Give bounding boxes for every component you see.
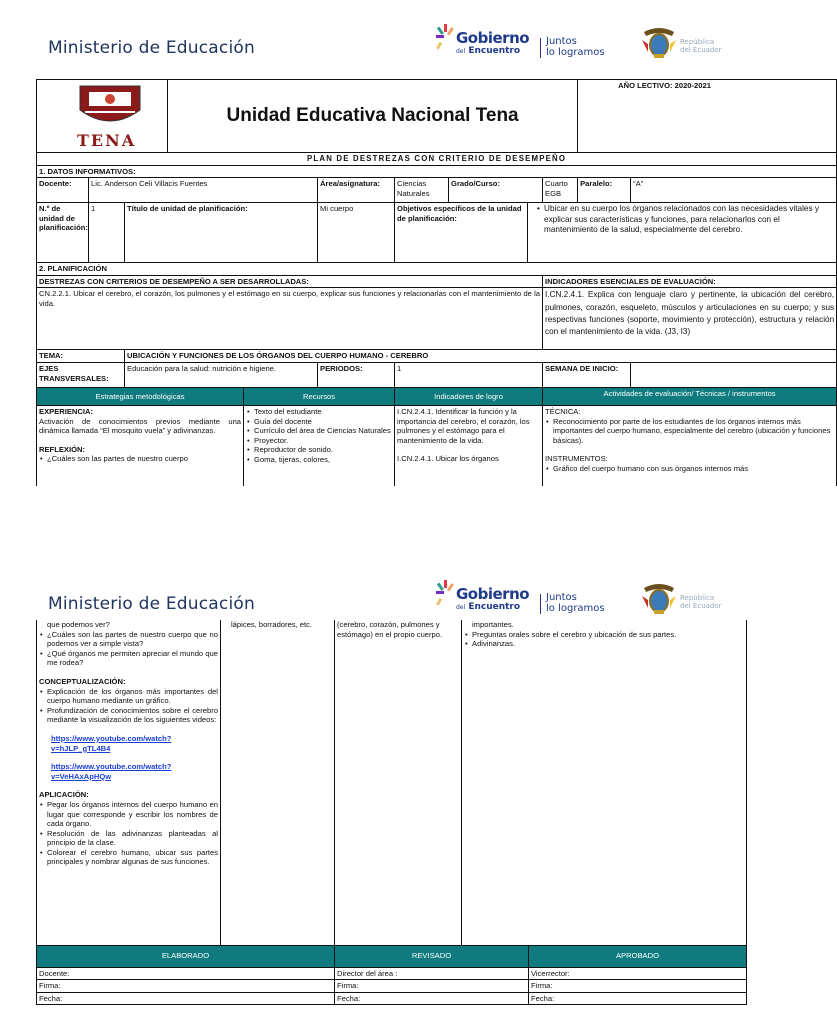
paralelo-value: “A” (631, 178, 837, 203)
conceptualizacion-label: CONCEPTUALIZACIÓN: (39, 676, 126, 686)
indicador-continued: (cerebro, corazón, pulmones y estómago) en el propio cuerpo. (337, 620, 443, 639)
recurso-item: • Reproductor de sonido. (246, 445, 392, 455)
area-value: Ciencias Naturales (395, 178, 449, 203)
docente-value: Lic. Anderson Celi Villacis Fuentes (89, 178, 318, 203)
plan-table (36, 79, 837, 486)
page-header-2 (0, 556, 768, 624)
actividades-cell-2 (462, 620, 747, 945)
plan-title: PLAN DE DESTREZAS CON CRITERIO DE DESEMPEÑO (37, 153, 837, 166)
page-header (0, 0, 768, 68)
recurso-item: • Currículo del área de Ciencias Naturales (246, 426, 392, 436)
datos-section: 1. DATOS INFORMATIVOS: (37, 165, 837, 178)
paralelo-label: Paralelo: (578, 178, 631, 203)
col-estrategias: Estrategias metodológicas (37, 387, 244, 405)
ecuador-shield-icon (640, 582, 678, 616)
page-gap (0, 524, 768, 556)
ministry-title: Ministerio de Educación (48, 594, 255, 614)
destrezas-label: DESTREZAS CON CRITERIOS DE DESEMPEÑO A SER DESARROLLADAS: (37, 275, 543, 288)
ejes-label: EJES TRANSVERSALES: (37, 362, 125, 387)
revisado-fecha: Fecha: (335, 992, 529, 1005)
gobierno-rays-icon (436, 580, 456, 610)
experiencia-label: EXPERIENCIA: (39, 406, 94, 416)
titulo-label: Título de unidad de planificación: (125, 203, 318, 263)
col-indicadores: Indicadores de logro (395, 387, 543, 405)
gobierno-word: Gobierno (456, 585, 530, 603)
gobierno-logo (436, 580, 546, 616)
gobierno-rays-icon (436, 24, 456, 54)
indicador-text: I.CN.2.4.1. Explica con lenguaje claro y pertinente, la ubicación del cerebro, pulmones, corazón, esqueleto, músculos y articulaciones en su cuerpo; y sus respectivas funciones (soporte, movimiento y protección), estructura y relación con el mantenimiento de la vida. (J3, I3) (543, 288, 837, 350)
gobierno-encuentro: del Encuentro (456, 602, 521, 612)
aplicacion-item: • Colorear el cerebro humano, ubicar sus partes principales y nombrar algunas de sus funciones. (39, 848, 218, 867)
page-2 (0, 556, 768, 1024)
video-link-2[interactable]: https://www.youtube.com/watch? (51, 762, 172, 772)
recurso-item: • Goma, tijeras, colores, (246, 455, 392, 465)
aplicacion-item: • Resolución de las adivinanzas planteadas al principio de la clase. (39, 829, 218, 848)
docente-label: Docente: (37, 178, 89, 203)
concept-item: • Profundización de conocimientos sobre el cerebro mediante la visualización de los siguientes videos: (39, 706, 218, 725)
revisado-director: Director del área : (335, 967, 529, 980)
republica-label: República del Ecuador (680, 38, 722, 54)
destreza-text: CN.2.2.1. Ubicar el cerebro, el corazón, los pulmones y el estómago en su cuerpo, explicar sus funciones y relacionarlas con el mantenimiento de la vida. (37, 288, 543, 350)
republica-label: República del Ecuador (680, 594, 722, 610)
reflexion-continued: que podemos ver? (47, 620, 110, 629)
recurso-item: • Proyector. (246, 436, 392, 446)
plan-table-continued (36, 620, 747, 1005)
objetivos-label: Objetivos específicos de la unidad de planificación: (395, 203, 528, 263)
grado-label: Grado/Curso: (449, 178, 543, 203)
area-label: Área/asignatura: (318, 178, 395, 203)
elaborado-fecha: Fecha: (37, 992, 335, 1005)
ministry-title: Ministerio de Educación (48, 38, 255, 58)
unidad-label: N.º de unidad de planificación: (37, 203, 89, 263)
video-link-1[interactable]: https://www.youtube.com/watch? (51, 733, 172, 743)
instrumentos-label: INSTRUMENTOS: (545, 454, 608, 464)
gobierno-word: Gobierno (456, 29, 530, 47)
aplicacion-label: APLICACIÓN: (39, 790, 89, 800)
juntos-slogan: Juntos lo logramos (546, 36, 605, 58)
actividades-cell-1 (543, 405, 837, 486)
recursos-cell-2 (221, 620, 335, 945)
ejes-value: Educación para la salud: nutrición e higiene. (125, 362, 318, 387)
objetivo-item: • Ubicar en su cuerpo los órganos relacionados con las necesidades vitales y explicar sus características y funciones, para relacionarlos con el mantenimiento de la salud, especialmente del cerebro. (536, 204, 834, 236)
reflexion-item: • ¿Cuáles son las partes de nuestro cuerpo (39, 454, 241, 464)
revisado-header: REVISADO (335, 945, 529, 967)
juntos-slogan: Juntos lo logramos (546, 592, 605, 614)
school-logo-cell (37, 80, 168, 153)
recurso-continued: lápices, borradores, etc. (231, 620, 313, 629)
indicadores-cell-2 (335, 620, 462, 945)
planificacion-section: 2. PLANIFICACIÓN (37, 263, 837, 276)
tema-label: TEMA: (37, 350, 125, 363)
unidad-value: 1 (89, 203, 125, 263)
logo-separator (540, 38, 541, 58)
indicador-logro: I.CN.2.4.1. Identificar la función y la importancia del cerebro, el corazón, los pulmones y el estómago para el mantenimiento de la vida. (397, 406, 530, 445)
logo-separator (540, 594, 541, 614)
ecuador-shield-icon (640, 26, 678, 60)
gobierno-logo (436, 24, 546, 60)
elaborado-firma: Firma: (37, 980, 335, 993)
tema-value: UBICACIÓN Y FUNCIONES DE LOS ÓRGANOS DEL CUERPO HUMANO - CEREBRO (125, 350, 837, 363)
revisado-firma: Firma: (335, 980, 529, 993)
school-year: AÑO LECTIVO: 2020-2021 (578, 80, 837, 153)
school-name: Unidad Educativa Nacional Tena (226, 105, 519, 126)
estrategias-cell-2 (37, 620, 221, 945)
concept-item: • Explicación de los órganos más importantes del cuerpo humano mediante un gráfico. (39, 687, 218, 706)
grado-value: Cuarto EGB (543, 178, 578, 203)
school-name-cell (168, 80, 578, 153)
recurso-item: • Texto del estudiante (246, 407, 392, 417)
periodos-label: PERIODOS: (318, 362, 395, 387)
video-link-2-id[interactable]: v=VeHAxApHQw (51, 771, 112, 781)
objetivo-cell (528, 203, 837, 263)
elaborado-docente: Docente: (37, 967, 335, 980)
experiencia-text: Activación de conocimientos previos mediante una dinámica llamada “El mosquito vuela” y adivinanzas. (39, 416, 242, 436)
indicadores-label: INDICADORES ESENCIALES DE EVALUACIÓN: (543, 275, 837, 288)
reflexion-label: REFLEXIÓN: (39, 444, 85, 454)
recursos-cell-1 (244, 405, 395, 486)
reflexion-item: • ¿Qué órganos me permiten apreciar el mundo que me rodea? (39, 649, 218, 668)
recurso-item: • Guía del docente (246, 417, 392, 427)
periodos-value: 1 (395, 362, 543, 387)
elaborado-header: ELABORADO (37, 945, 335, 967)
semana-value (631, 362, 837, 387)
instrumento-item: • Adivinanzas. (464, 639, 744, 649)
tecnica-label: TÉCNICA: (545, 406, 581, 416)
instrumento-item: • Gráfico del cuerpo humano con sus órganos internos más (545, 464, 834, 474)
video-link-1-id[interactable]: v=hJLP_gTL4B4 (51, 743, 111, 753)
indicador-logro: I.CN.2.4.1. Ubicar los órganos (397, 454, 499, 464)
col-recursos: Recursos (244, 387, 395, 405)
col-actividades: Actividades de evaluación/ Técnicas / instrumentos (543, 387, 837, 405)
estrategias-cell-1 (37, 405, 244, 486)
gobierno-encuentro: del Encuentro (456, 46, 521, 56)
aprobado-firma: Firma: (529, 980, 747, 993)
titulo-value: Mi cuerpo (318, 203, 395, 263)
school-logo-text: TENA (77, 131, 137, 150)
aprobado-fecha: Fecha: (529, 992, 747, 1005)
tecnica-item: • Reconocimiento por parte de los estudiantes de los órganos internos más importantes del cuerpo humano, especialmente del cerebro (ubicación y funciones básicas). (545, 417, 834, 446)
reflexion-item: • ¿Cuáles son las partes de nuestro cuerpo que no podemos ver a simple vista? (39, 630, 218, 649)
instrumento-continued: importantes. (472, 620, 514, 629)
semana-label: SEMANA DE INICIO: (543, 362, 631, 387)
aprobado-header: APROBADO (529, 945, 747, 967)
indicadores-cell-1 (395, 405, 543, 486)
aplicacion-item: • Pegar los órganos internos del cuerpo humano en lugar que corresponde y escribir los nombres de cada órgano. (39, 800, 218, 829)
aprobado-vicerrector: Vicerrector: (529, 967, 747, 980)
school-shield-icon (75, 82, 145, 138)
instrumento-item: • Preguntas orales sobre el cerebro y ubicación de sus partes. (464, 630, 744, 640)
